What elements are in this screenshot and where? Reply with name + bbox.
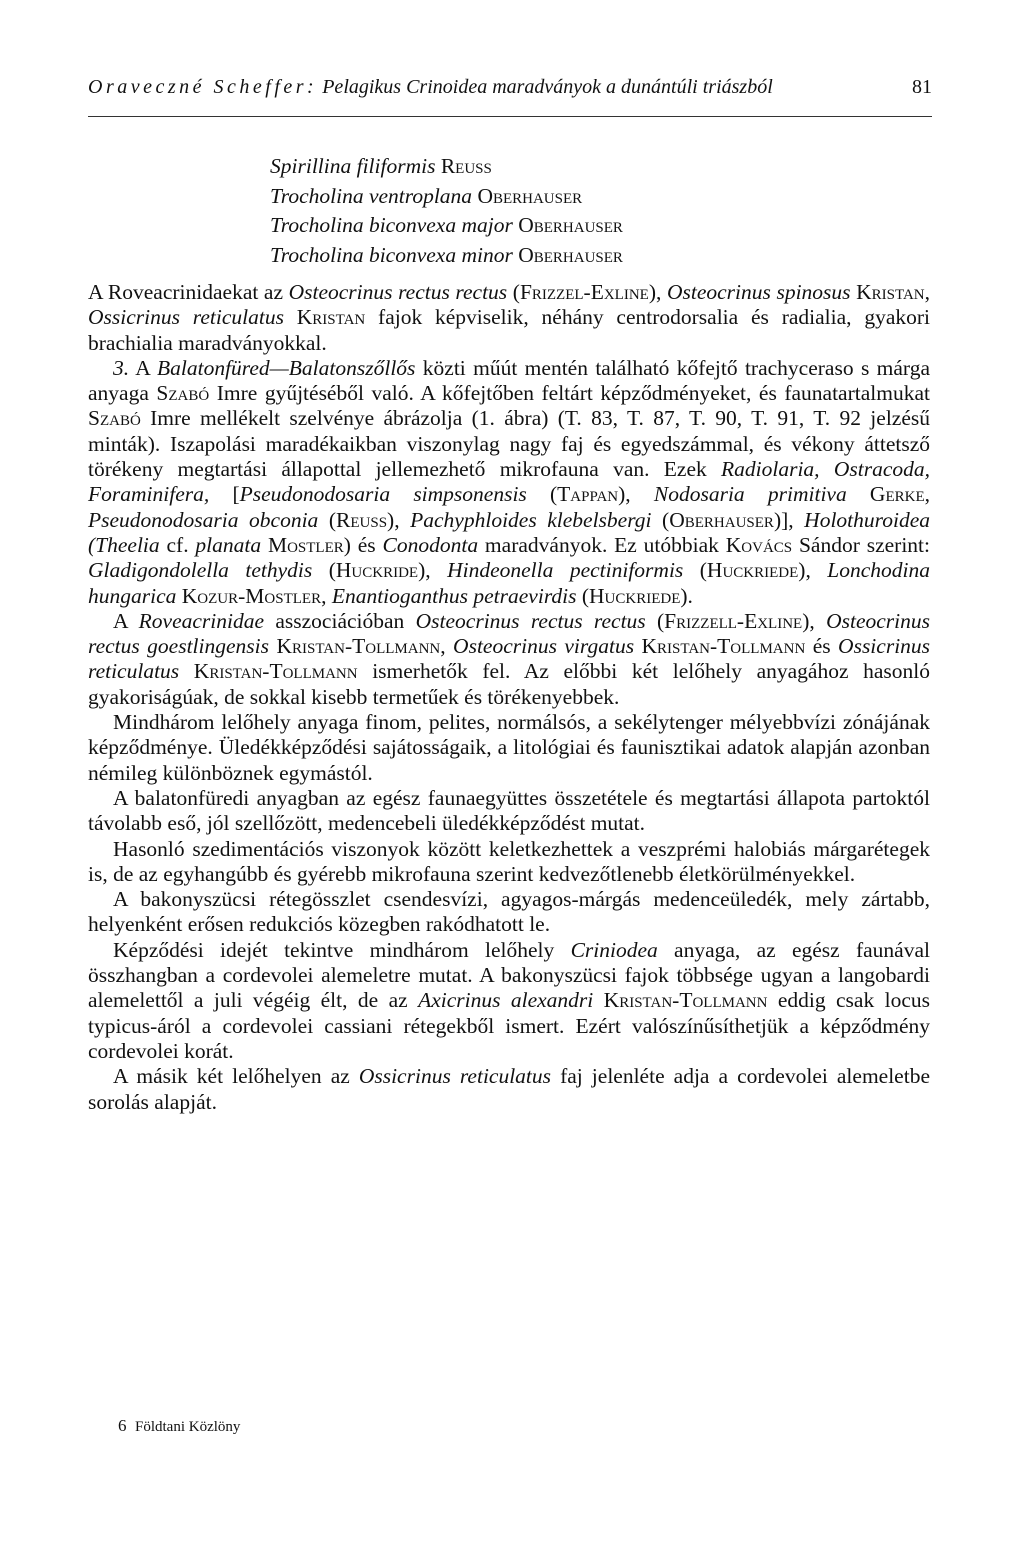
paragraph-lithology: Mindhárom lelőhely anyaga finom, pelites, normálsós, a sekélytenger mélyebbvízi zónájának képződménye. Üledékképződési sajátosságaik, a litológiai és faunisztikai adatok alapján azonban némileg különböznek egymástól. — [88, 710, 930, 785]
footer-signature — [118, 1416, 240, 1436]
paragraph-roveacrinidae-1: A Roveacrinidaekat az Osteocrinus rectus rectus (Frizzel-Exline), Osteocrinus spinosus Kristan, Ossicrinus reticulatus Kristan fajok képviselik, néhány centrodorsalia és radialia, gyakori brachialia maradványokkal. — [88, 280, 930, 355]
header-author: Oraveczné Scheffer: — [88, 76, 318, 98]
paragraph-roveacrinidae-2: A Roveacrinidae asszociációban Osteocrinus rectus rectus (Frizzell-Exline), Osteocrinus rectus goestlingensis Kristan-Tollmann, Osteocrinus virgatus Kristan-Tollmann és Ossicrinus reticulatus Kristan-Tollmann ismerhetők fel. Az előbbi két lelőhely anyagához hasonló gyakoriságúak, de sokkal kisebb termetűek és törékenyebbek. — [88, 608, 931, 709]
species-name: Trocholina biconvexa major — [270, 213, 513, 237]
species-author: Oberhauser — [518, 242, 623, 267]
species-name: Trocholina biconvexa minor — [270, 242, 513, 267]
species-name: Trocholina ventroplana — [270, 183, 473, 208]
species-item — [270, 182, 623, 212]
journal-name: Földtani Közlöny — [135, 1419, 241, 1435]
species-name: Spirillina filiformis — [270, 154, 436, 178]
paragraph-conclusion: A másik két lelőhelyen az Ossicrinus reticulatus faj jelenléte adja a cordevolei alemeletbe sorolás alapját. — [88, 1064, 930, 1114]
species-author: Oberhauser — [477, 183, 583, 208]
species-item — [270, 152, 623, 182]
header-article-title: Pelagikus Crinoidea maradványok a dunántúli triászból — [322, 76, 773, 98]
paragraph-age: Képződési idejét tekintve mindhárom lelőhely Criniodea anyaga, az egész faunával összhangban a cordevolei alemeletre mutat. A bakonyszücsi fajok többsége ugyan a langobardi alemelettől a juli végéig élt, de az Axicrinus alexandri Kristan-Tollmann eddig csak locus typicus-áról a cordevolei cassiani rétegekből ismert. Ezért valószínűsíthetjük a képződmény cordevolei korát. — [88, 937, 930, 1063]
species-author: Reuss — [440, 154, 492, 178]
species-item — [270, 211, 623, 241]
paragraph-bakonyszucs: A bakonyszücsi rétegösszlet csendesvízi, agyagos-márgás medenceüledék, mely zártabb, helyenként erősen redukciós közegben rakódhatott le. — [88, 887, 930, 937]
species-author: Oberhauser — [518, 213, 623, 237]
paragraph-veszprem: Hasonló szedimentációs viszonyok között keletkezhettek a veszprémi halobiás márgarétegek is, de az egyhangúbb és gyérebb mikrofauna szerint kedvezőtlenebb életkörülményekkel. — [88, 836, 930, 886]
running-header — [88, 76, 932, 117]
paragraph-site-3: 3. A Balatonfüred—Balatonszőllős közti műút mentén található kőfejtő trachyceraso s márga anyaga Szabó Imre gyűjtéséből való. A kőfejtőben feltárt képződményeket, és faunatartalmukat Szabó Imre mellékelt szelvénye ábrázolja (1. ábra) (T. 83, T. 87, T. 90, T. 91, T. 92 jelzésű minták). Iszapolási maradékaikban viszonylag nagy faj és egyedszámmal, és vékony áttetsző törékeny megtartási állapottal jellemezhető mikrofauna van. Ezek Radiolaria, Ostracoda, Foraminifera, [Pseudonodosaria simpsonensis (Tappan), Nodosaria primitiva Gerke, Pseudonodosaria obconia (Reuss), Pachyphloides klebelsbergi (Oberhauser)], Holothuroidea (Theelia cf. planata Mostler) és Conodonta maradványok. Ez utóbbiak Kovács Sándor szerint: Gladigondolella tethydis (Huckride), Hindeonella pectiniformis (Huckriede), Lonchodina hungarica Kozur-Mostler, Enantioganthus petraevirdis (Huckriede). — [88, 355, 931, 608]
body-text — [88, 280, 930, 1115]
header-title — [88, 76, 773, 99]
page-number: 81 — [912, 76, 932, 98]
sheet-number: 6 — [118, 1416, 127, 1435]
species-item — [270, 241, 623, 271]
paragraph-balatonfured: A balatonfüredi anyagban az egész faunaegyüttes összetétele és megtartási állapota partoktól távolabb eső, jól szellőzött, medencebeli üledékképződést mutat. — [88, 785, 930, 836]
species-list — [270, 152, 623, 270]
